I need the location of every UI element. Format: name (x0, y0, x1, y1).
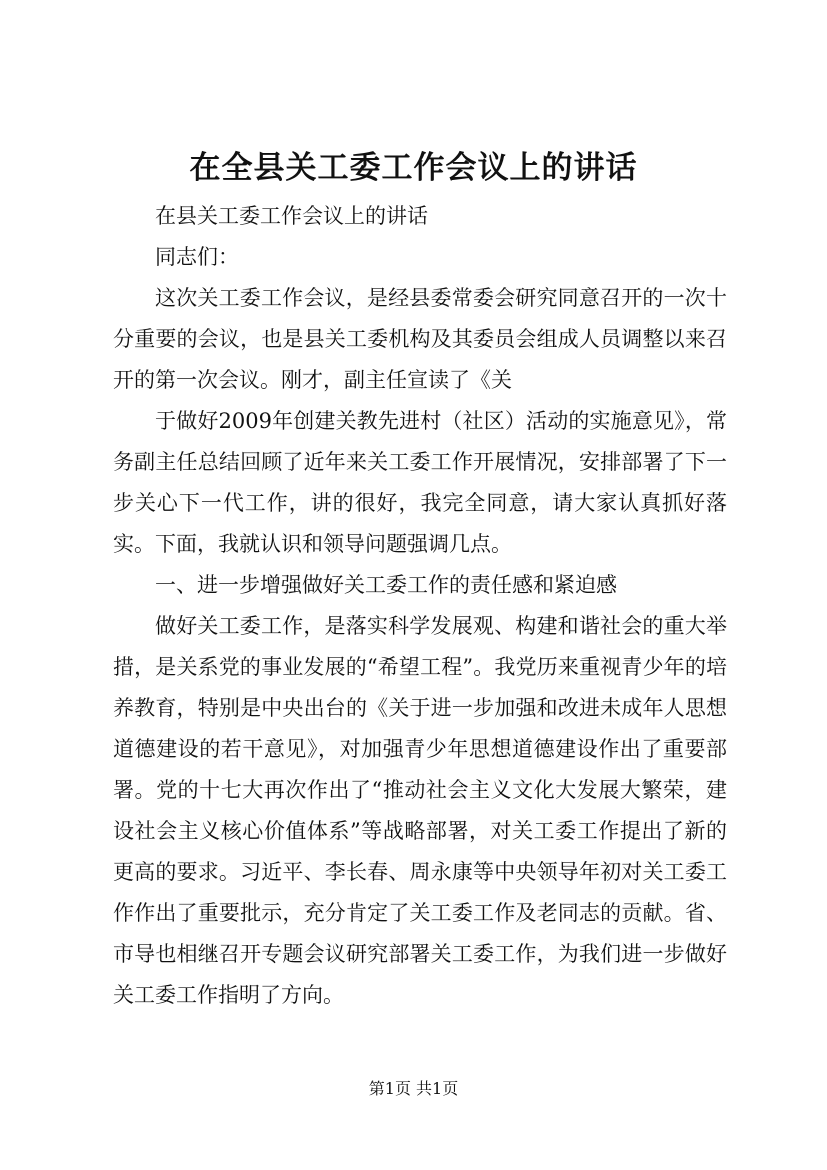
section-heading-1: 一、进一步增强做好关工委工作的责任感和紧迫感 (155, 573, 617, 597)
paragraph-subtitle: 在县关工委工作会议上的讲话 (155, 204, 428, 228)
paragraph-intro: 这次关工委工作会议，是经县委常委会研究同意召开的一次十分重要的会议，也是县关工委机构及其委员会组成人员调整以来召开的第一次会议。刚才，副主任宣读了《关 (113, 286, 727, 392)
paragraph-summary: 于做好2009年创建关教先进村（社区）活动的实施意见》，常务副主任总结回顾了近年来关工委工作开展情况，安排部署了下一步关心下一代工作，讲的很好，我完全同意，请大家认真抓好落实。下面，我就认识和领导问题强调几点。 (113, 409, 727, 556)
paragraph-salutation: 同志们： (155, 245, 239, 269)
paragraph-section-1: 做好关工委工作，是落实科学发展观、构建和谐社会的重大举措，是关系党的事业发展的“希望工程”。我党历来重视青少年的培养教育，特别是中央出台的《关于进一步加强和改进未成年人思想道德建设的若干意见》，对加强青少年思想道德建设作出了重要部署。党的十七大再次作出了“推动社会主义文化大发展大繁荣，建设社会主义核心价值体系”等战略部署，对关工委工作提出了新的更高的要求。习近平、李长春、周永康等中央领导年初对关工委工作作出了重要批示，充分肯定了关工委工作及老同志的贡献。省、市导也相继召开专题会议研究部署关工委工作，为我们进一步做好关工委工作指明了方向。 (113, 614, 727, 1007)
document-title: 在全县关工委工作会议上的讲话 (189, 150, 638, 186)
page-number: 第1页 共1页 (368, 1079, 459, 1098)
document-body (113, 196, 727, 1016)
